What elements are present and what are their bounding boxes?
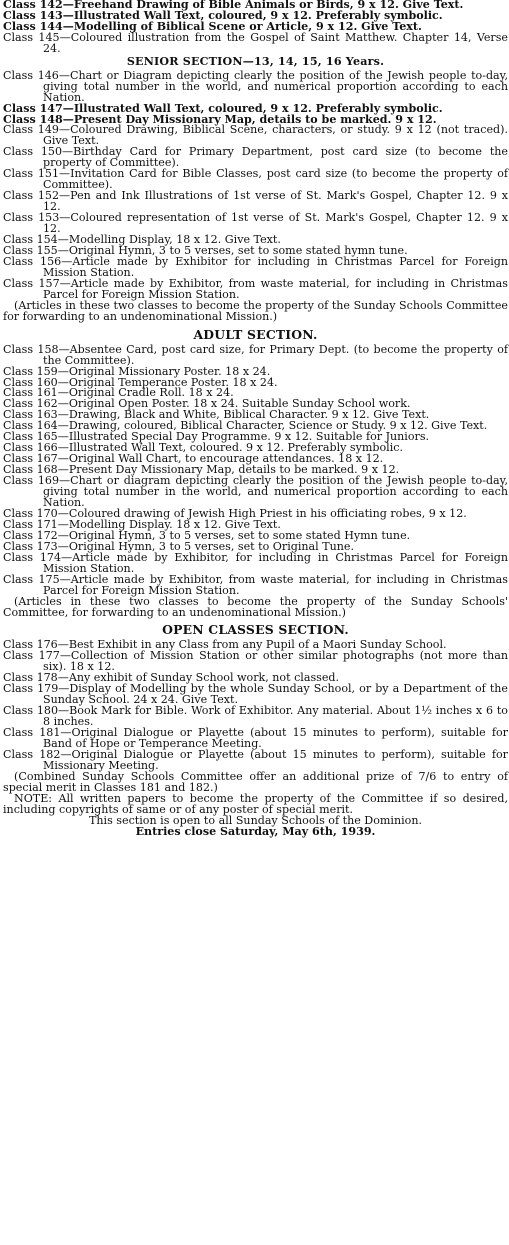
class-entry: Class 162—Original Open Poster. 18 x 24. Suitable Sunday School work. [3,397,411,411]
class-entry: Class 164—Drawing, coloured, Biblical Character, Science or Study. 9 x 12. Give Text. [3,419,488,433]
class-entry: Class 174—Article made by Exhibitor, for including in Christmas Parcel for Foreign Mission Station. [3,550,508,575]
class-entry: Class 180—Book Mark for Bible. Work of Exhibitor. Any material. About 1½ inches x 6 to 8 inches. [3,704,508,729]
class-entry: Class 179—Display of Modelling by the whole Sunday School, or by a Department of the Sunday School. 24 x 24. Give Text. [3,682,508,707]
section-heading: ADULT SECTION. [193,326,318,342]
section-heading: OPEN CLASSES SECTION. [162,622,349,638]
class-entry: Class 160—Original Temperance Poster. 18 x 24. [3,375,278,389]
class-entry: Class 175—Article made by Exhibitor, from waste material, for including in Christmas Parcel for Foreign Mission Station. [3,572,508,597]
class-entry: Class 144—Modelling of Biblical Scene or Article, 9 x 12. Give Text. [3,19,422,33]
closing-statement: This section is open to all Sunday Schools of the Dominion. [89,813,422,827]
class-entry: Class 150—Birthday Card for Primary Department, post card size (to become the property of Committee). [3,145,508,170]
class-entry: Class 169—Chart or diagram depicting clearly the position of the Jewish people to-day, giving total number in the world, and numerical proportion according to each Nation. [3,474,508,509]
class-entry: Class 154—Modelling Display, 18 x 12. Give Text. [3,233,281,247]
class-entry: Class 146—Chart or Diagram depicting clearly the position of the Jewish people to-day, giving total number in the world, and numerical proportion according to each Nation. [3,68,508,104]
class-entry: Class 142—Freehand Drawing of Bible Animals or Birds, 9 x 12. Give Text. [3,0,464,11]
class-entry: Class 148—Present Day Missionary Map, details to be marked. 9 x 12. [3,112,437,126]
class-entry: Class 182—Original Dialogue or Playette (about 15 minutes to perform), suitable for Missionary Meeting. [3,748,508,772]
class-entry: Class 152—Pen and Ink Illustrations of 1st verse of St. Mark's Gospel, Chapter 12. 9 x 12. [3,189,508,214]
class-entry: Class 157—Article made by Exhibitor, from waste material, for including in Christmas Parcel for Foreign Mission Station. [3,276,508,301]
class-entry: Class 161—Original Cradle Roll. 18 x 24. [3,386,234,400]
class-entry: Class 168—Present Day Missionary Map, details to be marked. 9 x 12. [3,463,400,477]
section-note: (Articles in these two classes to become the property of the Sunday Schools Committee for forwarding to an undenominational Mission.) [3,298,508,323]
entries-close-date: Entries close Saturday, May 6th, 1939. [135,824,376,838]
class-entry: Class 165—Illustrated Special Day Programme. 9 x 12. Suitable for Juniors. [3,430,430,444]
section-note: (Combined Sunday Schools Committee offer an additional prize of 7/6 to entry of special merit in Classes 181 and 182.) [3,769,508,794]
section-heading: SENIOR SECTION—13, 14, 15, 16 Years. [126,54,385,68]
class-entry: Class 158—Absentee Card, post card size, for Primary Dept. (to become the property of the Committee). [3,342,508,367]
class-entry: Class 177—Collection of Mission Station or other similar photographs (not more than six). 18 x 12. [3,649,508,674]
class-entry: Class 156—Article made by Exhibitor for including in Christmas Parcel for Foreign Mission Station. [3,254,508,279]
class-entry: Class 167—Original Wall Chart, to encourage attendances. 18 x 12. [3,452,384,466]
section-note: NOTE: All written papers to become the property of the Committee if so desired, including copyrights of same or of any poster of special merit. [3,791,508,816]
class-entry: Class 176—Best Exhibit in any Class from any Pupil of a Maori Sunday School. [3,638,447,652]
class-entry: Class 172—Original Hymn, 3 to 5 verses, set to some stated Hymn tune. [3,528,411,542]
class-entry: Class 153—Coloured representation of 1st verse of St. Mark's Gospel, Chapter 12. 9 x 12. [3,211,508,236]
class-entry: Class 166—Illustrated Wall Text, coloured. 9 x 12. Preferably symbolic. [3,441,404,455]
class-entry: Class 163—Drawing, Black and White, Biblical Character. 9 x 12. Give Text. [3,408,430,422]
class-entry: Class 173—Original Hymn, 3 to 5 verses, set to Original Tune. [3,539,355,553]
class-entry: Class 147—Illustrated Wall Text, coloured, 9 x 12. Preferably symbolic. [3,101,443,115]
class-entry: Class 170—Coloured drawing of Jewish High Priest in his officiating robes, 9 x 12. [3,506,467,520]
class-entry: Class 171—Modelling Display. 18 x 12. Give Text. [3,517,281,531]
class-entry: Class 178—Any exhibit of Sunday School work, not classed. [3,671,340,685]
class-entry: Class 151—Invitation Card for Bible Classes, post card size (to become the property of Committee). [3,167,508,192]
class-entry: Class 145—Coloured illustration from the Gospel of Saint Matthew. Chapter 14, Verse 24. [3,30,508,55]
class-entry: Class 155—Original Hymn, 3 to 5 verses, set to some stated hymn tune. [3,243,408,257]
section-note: (Articles in these two classes to become the property of the Sunday Schools' Committee, for forwarding to an undenominational Mission.) [3,594,508,619]
class-entry: Class 181—Original Dialogue or Playette (about 15 minutes to perform), suitable for Band of Hope or Temperance Meeting. [3,726,508,751]
class-entry: Class 159—Original Missionary Poster. 18 x 24. [3,364,271,378]
class-entry: Class 149—Coloured Drawing, Biblical Scene, characters, or study. 9 x 12 (not traced). Give Text. [3,123,508,148]
class-entry: Class 143—Illustrated Wall Text, coloured, 9 x 12. Preferably symbolic. [3,8,443,22]
